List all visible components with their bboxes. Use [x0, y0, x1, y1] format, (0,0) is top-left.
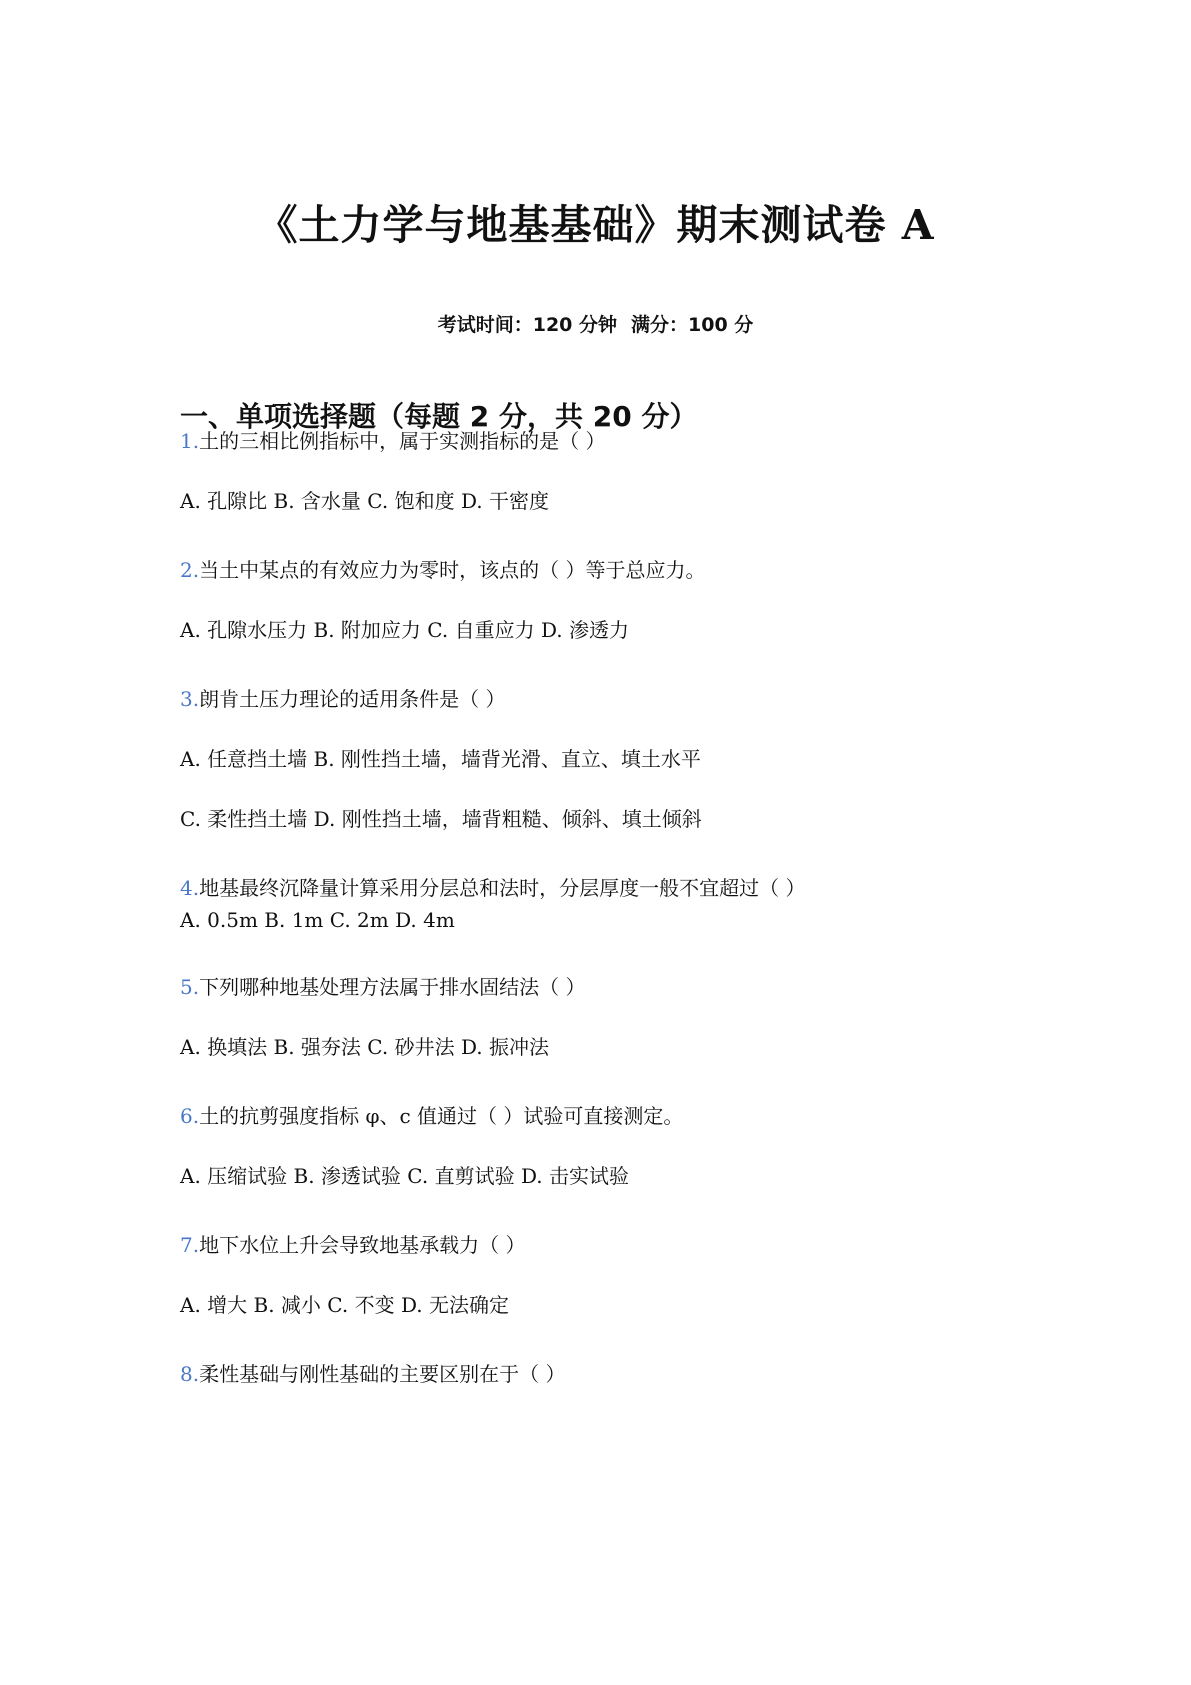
- full-score: 满分：100 分: [631, 314, 754, 336]
- question-number: 2.: [180, 558, 200, 582]
- question-3-options-line-1: A. 任意挡土墙 B. 刚性挡土墙，墙背光滑、直立、填土水平: [180, 747, 701, 771]
- question-8: [180, 1361, 565, 1387]
- question-text: 朗肯土压力理论的适用条件是（ ）: [199, 687, 506, 711]
- document-title: 《土力学与地基基础》期末测试卷 A: [256, 201, 935, 249]
- question-6: [180, 1103, 683, 1129]
- exam-time: 考试时间：120 分钟: [437, 314, 617, 336]
- section-heading: 一、单项选择题（每题 2 分，共 20 分）: [180, 400, 698, 433]
- question-7-options: A. 增大 B. 减小 C. 不变 D. 无法确定: [180, 1293, 509, 1317]
- question-4: [180, 875, 805, 901]
- question-6-options: A. 压缩试验 B. 渗透试验 C. 直剪试验 D. 击实试验: [180, 1164, 629, 1188]
- question-3-options-line-2: C. 柔性挡土墙 D. 刚性挡土墙，墙背粗糙、倾斜、填土倾斜: [180, 807, 702, 831]
- question-5: [180, 974, 585, 1000]
- question-number: 8.: [180, 1362, 200, 1386]
- question-text: 当土中某点的有效应力为零时，该点的（ ）等于总应力。: [199, 558, 706, 582]
- question-text: 下列哪种地基处理方法属于排水固结法（ ）: [199, 975, 586, 999]
- question-2-options: A. 孔隙水压力 B. 附加应力 C. 自重应力 D. 渗透力: [180, 618, 629, 642]
- question-number: 5.: [180, 975, 200, 999]
- question-text: 地下水位上升会导致地基承载力（ ）: [199, 1233, 526, 1257]
- question-number: 1.: [180, 429, 200, 453]
- question-text: 土的三相比例指标中，属于实测指标的是（ ）: [199, 429, 606, 453]
- question-text: 土的抗剪强度指标 φ、c 值通过（ ）试验可直接测定。: [199, 1104, 684, 1128]
- exam-meta: [0, 310, 1191, 337]
- question-number: 3.: [180, 687, 200, 711]
- question-number: 6.: [180, 1104, 200, 1128]
- question-number: 4.: [180, 876, 200, 900]
- question-4-options: A. 0.5m B. 1m C. 2m D. 4m: [180, 908, 455, 932]
- question-1: [180, 428, 605, 454]
- question-1-options: A. 孔隙比 B. 含水量 C. 饱和度 D. 干密度: [180, 489, 549, 513]
- question-number: 7.: [180, 1233, 200, 1257]
- question-2: [180, 557, 705, 583]
- question-text: 地基最终沉降量计算采用分层总和法时，分层厚度一般不宜超过（ ）: [199, 876, 806, 900]
- question-7: [180, 1232, 525, 1258]
- question-3: [180, 686, 505, 712]
- question-text: 柔性基础与刚性基础的主要区别在于（ ）: [199, 1362, 566, 1386]
- question-5-options: A. 换填法 B. 强夯法 C. 砂井法 D. 振冲法: [180, 1035, 549, 1059]
